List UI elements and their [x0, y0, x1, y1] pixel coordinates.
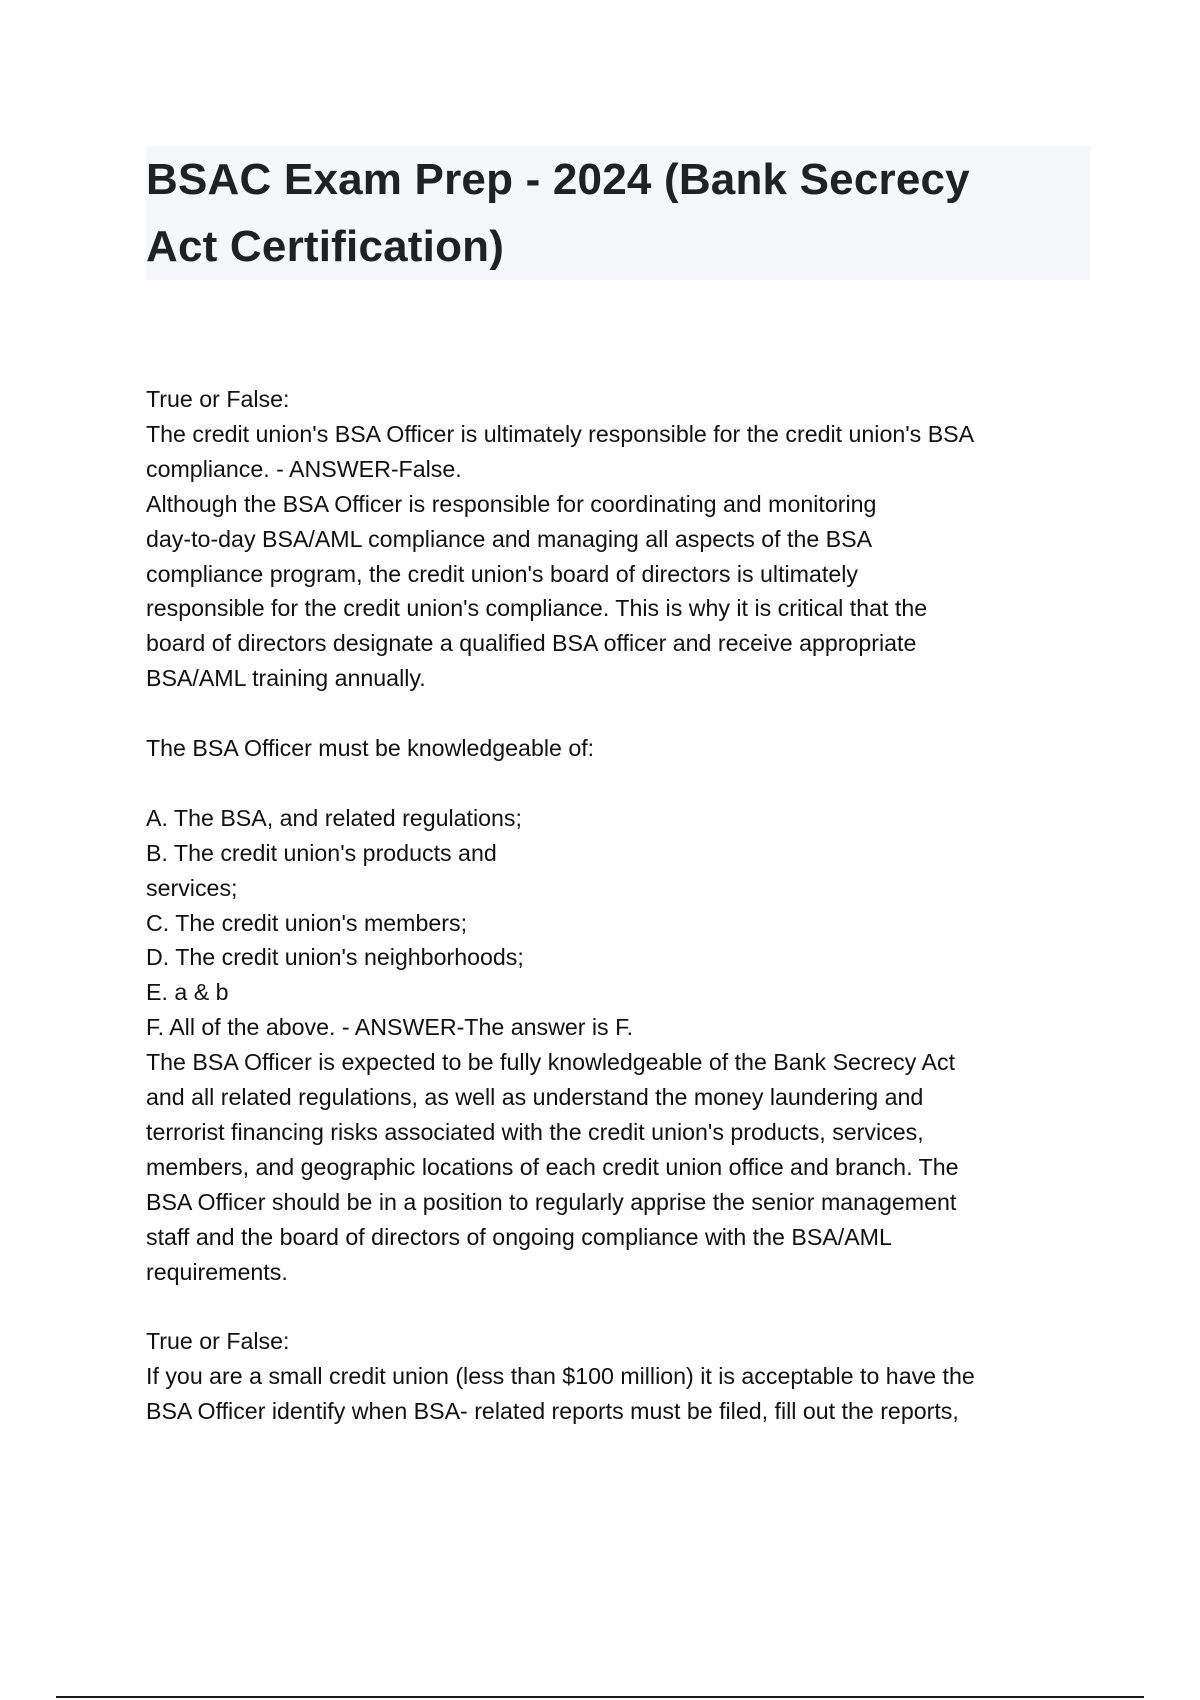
- title-block: [146, 146, 1090, 280]
- option-a: A. The BSA, and related regulations;: [146, 804, 522, 831]
- explanation-text: BSA Officer should be in a position to regularly apprise the senior management: [146, 1188, 957, 1215]
- document-title: [146, 146, 1090, 280]
- option-f-answer: F. All of the above. - ANSWER-The answer is F.: [146, 1014, 634, 1041]
- option-c: C. The credit union's members;: [146, 909, 468, 936]
- question-3: [146, 1324, 1096, 1429]
- option-b: B. The credit union's products and: [146, 839, 497, 866]
- option-b-continued: services;: [146, 874, 238, 901]
- footer-divider: [56, 1696, 1144, 1698]
- explanation-text: and all related regulations, as well as understand the money laundering and: [146, 1084, 924, 1111]
- option-e: E. a & b: [146, 979, 229, 1006]
- explanation-text: requirements.: [146, 1258, 288, 1285]
- question-label: True or False:: [146, 1328, 290, 1355]
- explanation-text: terrorist financing risks associated with the credit union's products, services,: [146, 1119, 924, 1145]
- explanation-text: responsible for the credit union's compliance. This is why it is critical that the: [146, 595, 928, 622]
- question-label: True or False:: [146, 386, 290, 412]
- answer-text: compliance. - ANSWER-False.: [146, 455, 462, 482]
- question-text: BSA Officer identify when BSA- related reports must be filed, fill out the reports,: [146, 1398, 959, 1425]
- option-d: D. The credit union's neighborhoods;: [146, 944, 524, 971]
- explanation-text: board of directors designate a qualified BSA officer and receive appropriate: [146, 630, 917, 657]
- question-2: [146, 731, 1096, 1289]
- paragraph-gap: [146, 1290, 1096, 1325]
- explanation-text: The BSA Officer is expected to be fully knowledgeable of the Bank Secrecy Act: [146, 1049, 956, 1076]
- question-text: The credit union's BSA Officer is ultimately responsible for the credit union's BSA: [146, 420, 975, 447]
- explanation-text: Although the BSA Officer is responsible for coordinating and monitoring: [146, 490, 877, 517]
- document-title-line: Act Certification): [146, 222, 505, 271]
- explanation-text: staff and the board of directors of ongoing compliance with the BSA/AML: [146, 1223, 892, 1250]
- question-text: The BSA Officer must be knowledgeable of:: [146, 735, 595, 762]
- explanation-text: day-to-day BSA/AML compliance and managing all aspects of the BSA: [146, 525, 873, 552]
- question-1: [146, 382, 1096, 696]
- document-title-line: BSAC Exam Prep - 2024 (Bank Secrecy: [146, 155, 970, 204]
- document-body: [146, 382, 1096, 1429]
- paragraph-gap: [146, 696, 1096, 731]
- explanation-text: BSA/AML training annually.: [146, 665, 426, 692]
- explanation-text: compliance program, the credit union's board of directors is ultimately: [146, 560, 858, 587]
- paragraph-gap: [146, 766, 1096, 801]
- question-text: If you are a small credit union (less than $100 million) it is acceptable to have the: [146, 1363, 975, 1390]
- explanation-text: members, and geographic locations of each credit union office and branch. The: [146, 1153, 959, 1180]
